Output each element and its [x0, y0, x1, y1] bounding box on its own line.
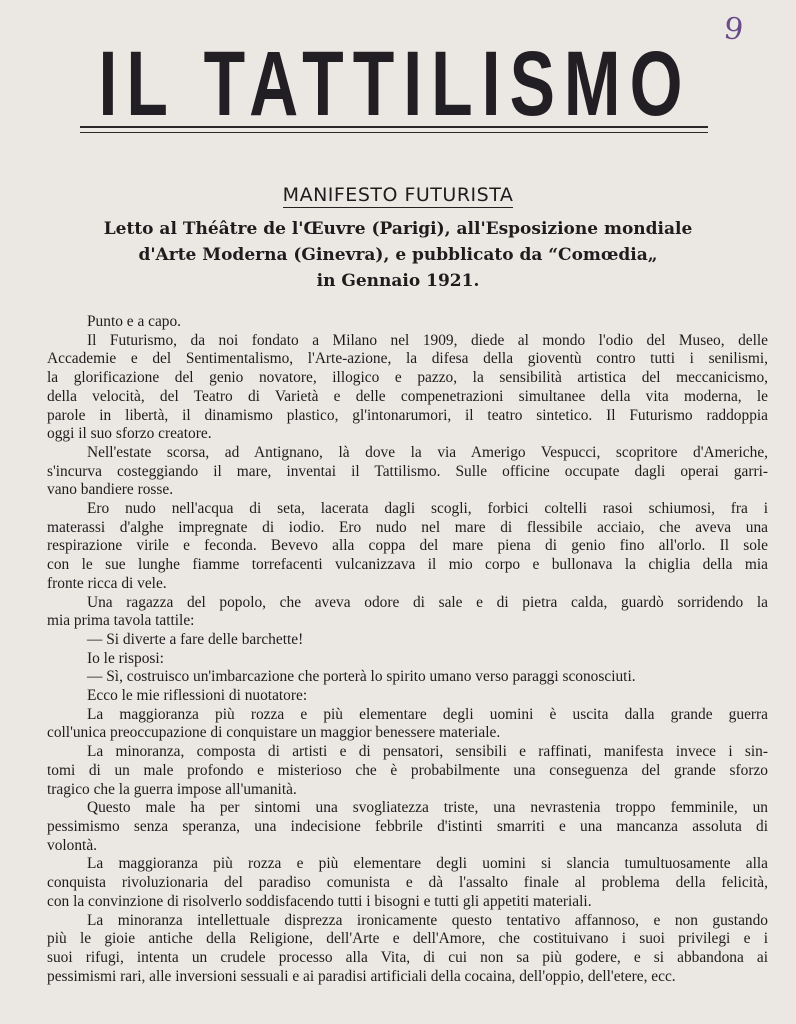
- text-line: conquista rivoluzionaria del paradiso comunista e dà l'assalto finale al problema della felicità,: [47, 874, 768, 892]
- handwritten-page-number: 9: [721, 10, 746, 49]
- paragraph: [47, 594, 768, 631]
- title-rule-thick: [80, 126, 708, 128]
- paragraph: [47, 444, 768, 500]
- text-line: oggi il suo sforzo creatore.: [47, 425, 212, 443]
- publication-info: [40, 216, 756, 294]
- text-line: La maggioranza più rozza e più elementare degli uomini si slancia tumultuosamente alla: [87, 855, 768, 873]
- paragraph: [47, 313, 768, 332]
- text-line: — Si diverte a fare delle barchette!: [87, 630, 304, 648]
- text-line: Accademie e del Sentimentalismo, l'Arte-azione, la difesa della gioventù contro tutti i senilismi,: [47, 350, 768, 368]
- paragraph: [47, 687, 768, 706]
- text-line: Nell'estate scorsa, ad Antignano, là dove la via Amerigo Vespucci, scopritore d'Americhe,: [87, 443, 768, 461]
- manifesto-body: [47, 313, 768, 986]
- publication-line: d'Arte Moderna (Ginevra), e pubblicato da “Comœdia„: [138, 245, 658, 265]
- text-line: Una ragazza del popolo, che aveva odore di sale e di pietra calda, guardò sorridendo la: [87, 593, 768, 611]
- text-line: s'incurva costeggiando il mare, inventai il Tattilismo. Sulle officine occupate dagli operai garri-: [47, 462, 768, 480]
- text-line: La minoranza, composta di artisti e di pensatori, sensibili e raffinati, manifesta invece i sin-: [87, 743, 768, 761]
- text-line: Il Futurismo, da noi fondato a Milano nel 1909, diede al mondo l'odio del Museo, delle: [87, 331, 768, 349]
- text-line: suoi rifugi, intenta un crudele processo alla Vita, di cui non sa più godere, e si abbandona ai: [47, 948, 768, 966]
- text-line: della velocità, del Teatro di Varietà e delle compenetrazioni simultanee della vita moderna, le: [47, 387, 768, 405]
- text-line: La minoranza intellettuale disprezza ironicamente questo tentativo affannoso, e non gustando: [87, 911, 768, 929]
- text-line: Ecco le mie riflessioni di nuotatore:: [87, 687, 308, 705]
- paragraph: [47, 799, 768, 855]
- text-line: con le sue lunghe fiamme torrefacenti vulcanizzava il mio corpo e bullonava la chiglia della mia: [47, 556, 768, 574]
- text-line: pessimismi rari, alle inversioni sessuali e ai paradisi artificiali della cocaina, dell'oppio, dell'etere, ecc.: [47, 967, 676, 985]
- paragraph: [47, 332, 768, 444]
- paragraph: [47, 668, 768, 687]
- text-line: volontà.: [47, 836, 98, 854]
- paragraph: [47, 706, 768, 743]
- text-line: mia prima tavola tattile:: [47, 612, 195, 630]
- text-line: coll'unica preoccupazione di conquistare un maggior benessere materiale.: [47, 724, 501, 742]
- text-line: pessimismo senza speranza, una indecisione febbrile d'istinti smarriti e una mancanza assoluta di: [47, 817, 768, 835]
- text-line: fronte ricca di vele.: [47, 574, 167, 592]
- subtitle: [0, 184, 796, 206]
- subtitle-text: MANIFESTO FUTURISTA: [282, 184, 514, 206]
- text-line: materassi d'alghe impregnate di iodio. Ero nudo nel mare di flessibile acciaio, che aveva una: [47, 518, 768, 536]
- text-line: la glorificazione del genio novatore, illogico e pazzo, la sensibilità artistica del meccanicismo,: [47, 369, 768, 387]
- text-line: più le gioie antiche della Religione, dell'Arte e dell'Amore, che costituivano i suoi privilegi e i: [47, 930, 768, 948]
- title-rule-thin: [80, 132, 708, 133]
- text-line: La maggioranza più rozza e più elementare degli uomini è uscita dalla grande guerra: [87, 705, 768, 723]
- text-line: — Sì, costruisco un'imbarcazione che porterà lo spirito umano verso paraggi sconosciuti.: [87, 668, 636, 686]
- text-line: tragico che la guerra impose all'umanità.: [47, 780, 297, 798]
- text-line: vano bandiere rosse.: [47, 481, 174, 499]
- paragraph: [47, 650, 768, 669]
- paragraph: [47, 631, 768, 650]
- text-line: Questo male ha per sintomi una svogliatezza triste, una nevrastenia troppo femminile, un: [87, 799, 768, 817]
- text-line: Ero nudo nell'acqua di seta, lacerata dagli scogli, forbici coltelli rasoi schiumosi, fra i: [87, 500, 768, 518]
- text-line: tomi di un male profondo e misterioso che è probabilmente una conseguenza del grande sforzo: [47, 761, 768, 779]
- text-line: parole in libertà, il dinamismo plastico, gl'intonarumori, il teatro sintetico. Il Futurismo raddoppia: [47, 406, 768, 424]
- publication-line: Letto al Théâtre de l'Œuvre (Parigi), all'Esposizione mondiale: [103, 219, 693, 239]
- publication-line: in Gennaio 1921.: [316, 271, 480, 291]
- document-title: IL TATTILISMO: [98, 32, 692, 136]
- paragraph: [47, 912, 768, 987]
- text-line: Punto e a capo.: [87, 313, 182, 330]
- paragraph: [47, 743, 768, 799]
- paragraph: [47, 855, 768, 911]
- paragraph: [47, 500, 768, 594]
- text-line: Io le risposi:: [87, 649, 164, 667]
- text-line: con la convinzione di risolverlo soddisfacendo tutti i bisogni e tutti gli appetiti materiali.: [47, 892, 592, 910]
- text-line: respirazione virile e feconda. Bevevo alla coppa del mare piena di genio fino all'orlo. Il sole: [47, 537, 768, 555]
